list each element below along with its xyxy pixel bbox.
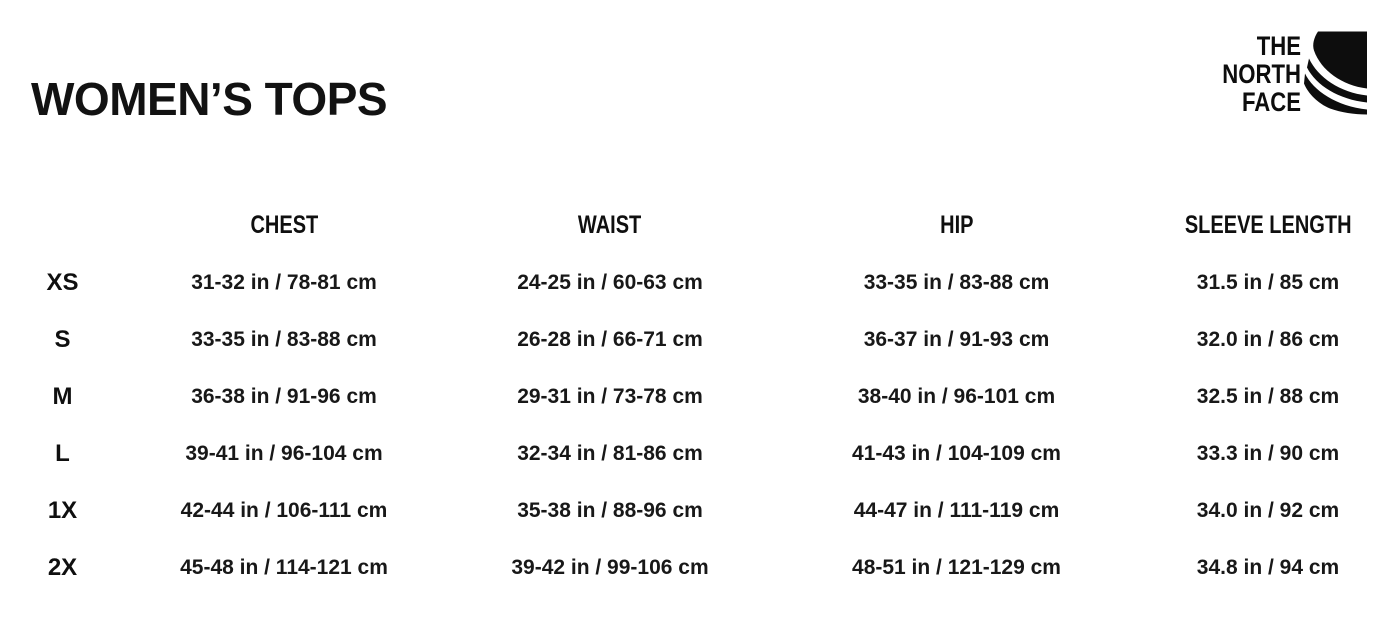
wordmark-line-face: FACE [1241, 87, 1301, 117]
hip-value-cell: 41-43 in / 104-109 cm [852, 441, 1061, 465]
size-label-cell: 2X [47, 553, 78, 581]
hip-value-cell: 44-47 in / 111-119 cm [853, 498, 1060, 522]
column-header-size [0, 186, 125, 254]
chest-value-cell: 31-32 in / 78-81 cm [191, 270, 377, 294]
sleeve-value-cell: 34.8 in / 94 cm [1196, 555, 1340, 579]
north-face-wordmark [1222, 32, 1301, 116]
chest-value-cell: 45-48 in / 114-121 cm [180, 555, 388, 579]
sleeve-value-cell: 34.0 in / 92 cm [1196, 498, 1340, 522]
chest-value-cell: 36-38 in / 91-96 cm [191, 384, 377, 408]
size-chart-table [0, 186, 1400, 596]
wordmark-line-the: THE [1256, 31, 1301, 61]
chest-value-cell: 42-44 in / 106-111 cm [180, 498, 388, 522]
waist-value-cell: 39-42 in / 99-106 cm [511, 555, 709, 579]
hip-value-cell: 38-40 in / 96-101 cm [857, 384, 1056, 408]
sleeve-value-cell: 32.0 in / 86 cm [1196, 327, 1340, 351]
size-label-cell: M [52, 382, 73, 410]
sleeve-value-cell: 31.5 in / 85 cm [1196, 270, 1340, 294]
half-dome-icon [1304, 31, 1367, 115]
sleeve-value-cell: 33.3 in / 90 cm [1196, 441, 1340, 465]
waist-value-cell: 32-34 in / 81-86 cm [517, 441, 703, 465]
sleeve-value-cell: 32.5 in / 88 cm [1196, 384, 1340, 408]
size-label-cell: L [55, 439, 70, 467]
waist-value-cell: 35-38 in / 88-96 cm [517, 498, 703, 522]
column-header-waist: WAIST [443, 186, 777, 254]
waist-value-cell: 24-25 in / 60-63 cm [517, 270, 703, 294]
page-title: WOMEN’S TOPS [31, 73, 388, 125]
wordmark-line-north: NORTH [1222, 59, 1301, 89]
column-header-chest: CHEST [128, 186, 440, 254]
column-header-hip: HIP [780, 186, 1133, 254]
hip-value-cell: 33-35 in / 83-88 cm [863, 270, 1050, 294]
chest-value-cell: 33-35 in / 83-88 cm [191, 327, 377, 351]
waist-value-cell: 29-31 in / 73-78 cm [517, 384, 703, 408]
column-header-sleeve-length: SLEEVE LENGTH [1136, 186, 1400, 254]
size-label-cell: S [54, 325, 71, 353]
size-label-cell: XS [46, 268, 79, 296]
chest-value-cell: 39-41 in / 96-104 cm [185, 441, 383, 465]
size-label-cell: 1X [47, 496, 78, 524]
hip-value-cell: 36-37 in / 91-93 cm [863, 327, 1050, 351]
north-face-logo [1205, 31, 1367, 116]
hip-value-cell: 48-51 in / 121-129 cm [852, 555, 1061, 579]
waist-value-cell: 26-28 in / 66-71 cm [517, 327, 703, 351]
